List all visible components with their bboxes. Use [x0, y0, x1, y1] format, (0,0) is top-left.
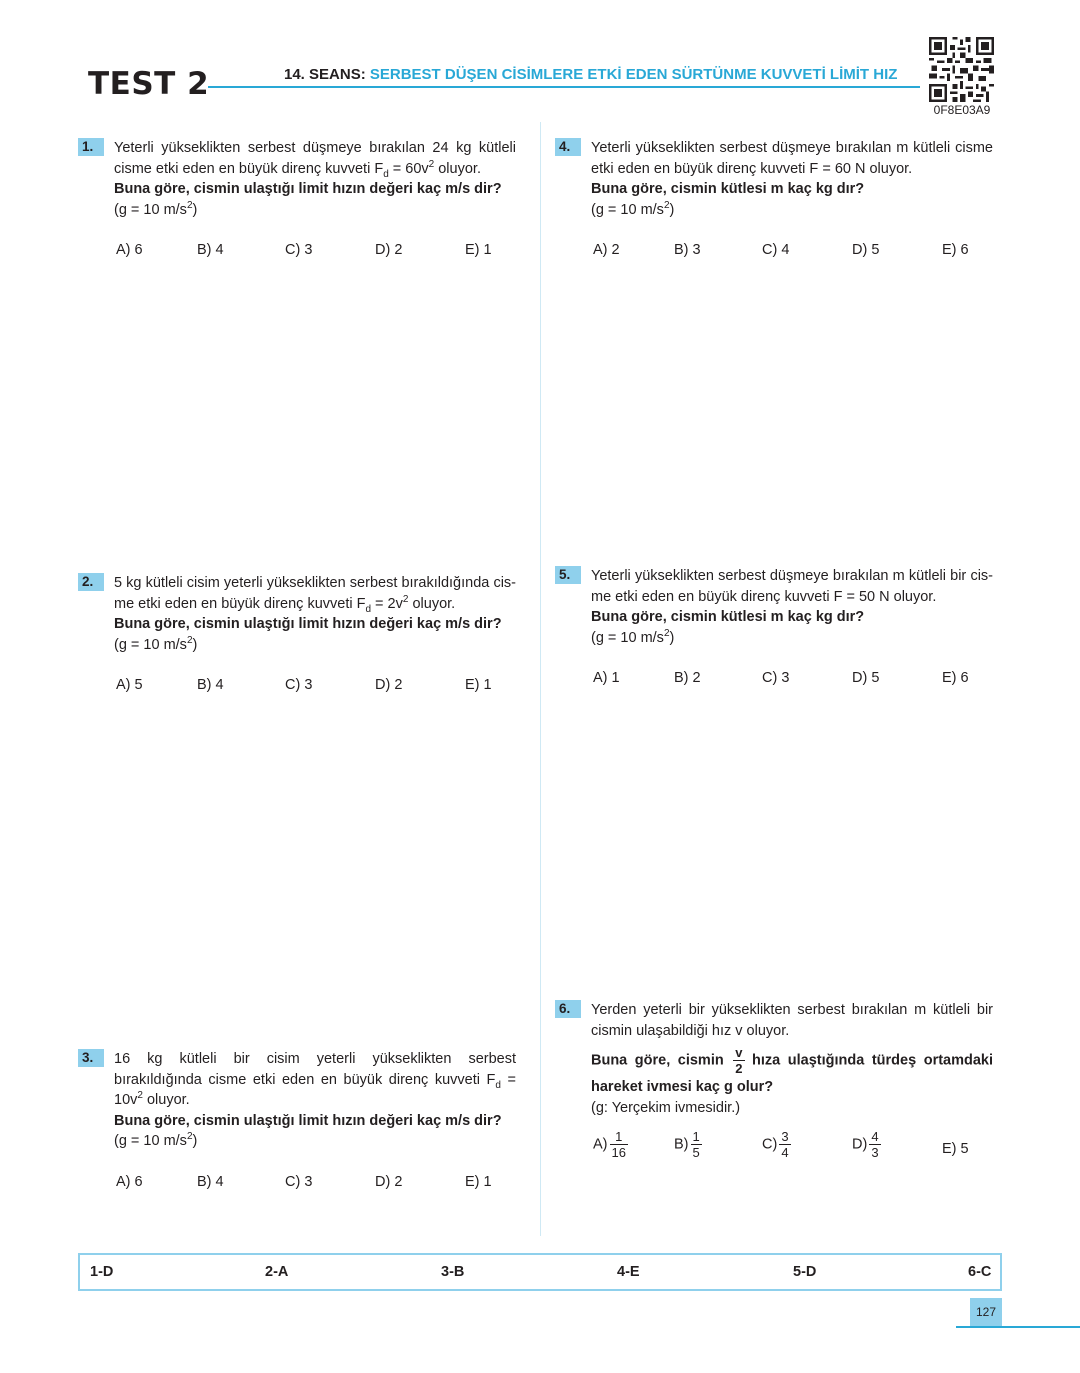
given-values: (g = 10 $m/s^2$)	[591, 627, 675, 646]
option-a[interactable]: A) 5	[116, 677, 143, 693]
qr-code-icon[interactable]	[929, 37, 994, 102]
question-stem: Yeterli yükseklikten serbest düşmeye bırakılan 24 kg kütleli cisme etki eden en büyük direnç kuvveti $F_d = 60v^2$ oluyor.	[114, 140, 516, 180]
question-number: 2.	[78, 573, 104, 591]
option-e[interactable]: E) 6	[942, 242, 969, 258]
answer-key	[78, 1253, 1002, 1291]
answer-key-item: 4-E	[617, 1264, 640, 1280]
option-d[interactable]: D) $\frac{4}{3}$	[852, 1128, 879, 1160]
qr-code-label: 0F8E03A9	[933, 103, 991, 117]
option-b[interactable]: B) 4	[197, 242, 224, 258]
question-stem: Yerden yeterli bir yükseklikten serbest bırakılan m kütleli bir cismin ulaşabildiği hız v oluyor.	[591, 1002, 993, 1039]
question-stem: 5 kg kütleli cisim yeterli yükseklikten serbest bırakıldığında cis-me etki eden en büyük direnç kuvveti $F_d = 2v^2$ oluyor.	[114, 575, 516, 615]
option-d[interactable]: D) 2	[375, 242, 403, 258]
option-e[interactable]: E) 6	[942, 670, 969, 686]
question-prompt: Buna göre, cismin ulaştığı limit hızın değeri kaç m/s dir?	[114, 181, 502, 197]
answer-options	[116, 1172, 516, 1196]
given-values: (g = 10 $m/s^2$)	[114, 199, 198, 218]
question-5	[555, 566, 993, 692]
option-e[interactable]: E) 5	[942, 1140, 969, 1157]
question-number: 1.	[78, 138, 104, 156]
given-values: (g = 10 $m/s^2$)	[114, 1131, 198, 1149]
question-prompt: Buna göre, cismin kütlesi m kaç kg dır?	[591, 609, 865, 625]
question-stem: Yeterli yükseklikten serbest düşmeye bırakılan m kütleli cisme etki eden en büyük direnç kuvveti F = 60 N oluyor.	[591, 140, 993, 177]
column-divider	[540, 122, 541, 1236]
answer-key-item: 6-C	[968, 1264, 992, 1280]
session-label: 14. SEANS:	[284, 66, 366, 83]
option-c[interactable]: C) 3	[762, 670, 790, 686]
option-a[interactable]: A) 2	[593, 242, 620, 258]
answer-options	[593, 1129, 993, 1169]
question-2	[78, 573, 516, 699]
option-c[interactable]: C) 4	[762, 242, 790, 258]
footer-rule	[956, 1326, 1080, 1328]
option-b[interactable]: B) 3	[674, 242, 701, 258]
question-prompt: Buna göre, cismin ulaştığı limit hızın değeri kaç m/s dir?	[114, 1112, 502, 1129]
question-number: 5.	[555, 566, 581, 584]
option-b[interactable]: B) $\frac{1}{5}$	[674, 1128, 700, 1160]
question-4	[555, 138, 993, 264]
given-values: (g = 10 $m/s^2$)	[114, 634, 198, 653]
option-e[interactable]: E) 1	[465, 242, 492, 258]
option-c[interactable]: C) 3	[285, 242, 313, 258]
fraction-v-over-2: $\frac{v}{2}$	[735, 1045, 743, 1076]
option-a[interactable]: A) 1	[593, 670, 620, 686]
question-6	[555, 1000, 993, 1169]
answer-options	[593, 668, 993, 692]
option-d[interactable]: D) 5	[852, 242, 880, 258]
option-c[interactable]: C) $\frac{3}{4}$	[762, 1128, 789, 1160]
given-values: (g = 10 $m/s^2$)	[591, 199, 675, 218]
answer-key-item: 2-A	[265, 1264, 289, 1280]
question-number: 6.	[555, 1000, 581, 1018]
question-1	[78, 138, 516, 264]
answer-options	[593, 240, 993, 264]
question-prompt: Buna göre, cismin ulaştığı limit hızın değeri kaç m/s dir?	[114, 616, 502, 632]
header-rule	[208, 86, 920, 88]
option-d[interactable]: D) 2	[375, 677, 403, 693]
option-a[interactable]: A) $\frac{1}{16}$	[593, 1128, 626, 1160]
question-number: 3.	[78, 1049, 104, 1067]
answer-key-item: 1-D	[90, 1264, 114, 1280]
answer-options	[116, 675, 516, 699]
option-b[interactable]: B) 2	[674, 670, 701, 686]
answer-options	[116, 240, 516, 264]
session-heading	[284, 66, 897, 83]
answer-key-item: 5-D	[793, 1264, 817, 1280]
question-3	[78, 1049, 516, 1196]
option-c[interactable]: C) 3	[285, 677, 313, 693]
option-d[interactable]: D) 2	[375, 1173, 403, 1190]
question-prompt: Buna göre, cismin kütlesi m kaç kg dır?	[591, 181, 865, 197]
option-a[interactable]: A) 6	[116, 242, 143, 258]
option-a[interactable]: A) 6	[116, 1173, 143, 1190]
test-title: TEST 2	[88, 66, 210, 102]
option-e[interactable]: E) 1	[465, 677, 492, 693]
option-d[interactable]: D) 5	[852, 670, 880, 686]
question-stem: Yeterli yükseklikten serbest düşmeye bırakılan m kütleli bir cis-me etki eden en büyük direnç kuvveti F = 50 N oluyor.	[591, 568, 993, 605]
answer-key-item: 3-B	[441, 1264, 465, 1280]
option-b[interactable]: B) 4	[197, 1173, 224, 1190]
question-number: 4.	[555, 138, 581, 156]
session-title: SERBEST DÜŞEN CİSİMLERE ETKİ EDEN SÜRTÜNME KUVVETİ LİMİT HIZ	[369, 66, 898, 83]
option-b[interactable]: B) 4	[197, 677, 224, 693]
question-prompt: Buna göre, cismin $\frac{v}{2}$ hıza ulaştığında türdeş ortamdaki hareket ivmesi kaç g olur?	[591, 1045, 994, 1095]
given-values: (g: Yerçekim ivmesidir.)	[591, 1100, 741, 1116]
page-number: 127	[970, 1298, 1002, 1326]
option-e[interactable]: E) 1	[465, 1173, 492, 1190]
option-c[interactable]: C) 3	[285, 1173, 313, 1190]
question-stem: 16 kg kütleli bir cisim yeterli yükseklikten serbest bırakıldığında cisme etki eden en büyük direnç kuvveti $F_d = 10v^2$ oluyor.	[114, 1051, 517, 1108]
